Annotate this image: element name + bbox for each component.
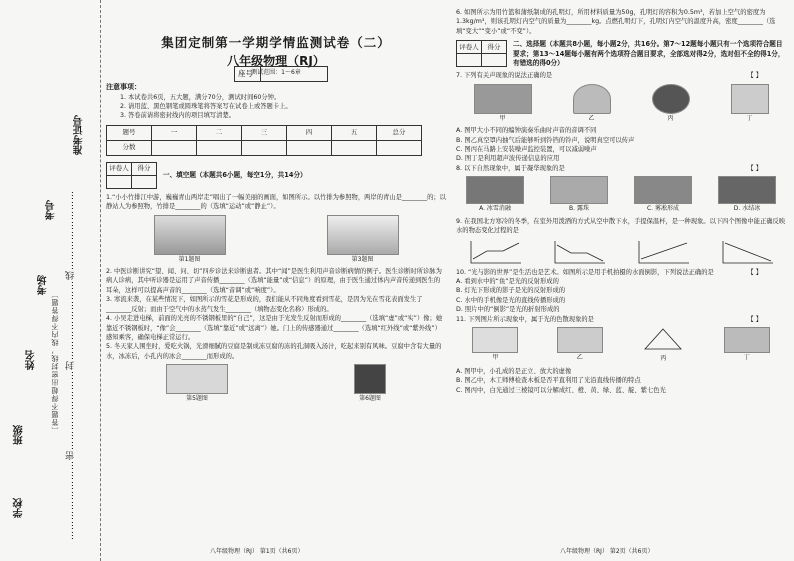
- binding-strip: [0, 0, 101, 561]
- answer-bracket[interactable]: 【 】: [747, 268, 762, 276]
- q8-image-b: [550, 176, 608, 204]
- fig6-image: [354, 364, 386, 394]
- q7-option-a: A. 图甲大小不同的编钟演奏乐曲时声音的音调不同: [456, 127, 597, 135]
- score-cell[interactable]: [332, 140, 377, 155]
- question-4: 4. 小吴走进电梯，前面的光亮的不锈钢板里的“自己”，这是由于光发生反射而形成的________（选填“虚”或“实”）像；她靠近不锈钢板时，“像”会________（选填“靠近”或“远离”）她。门上的传感器通过________（选填“红外线”或“紫外线”）感知乘客，确保电梯正常运行。: [106, 315, 443, 341]
- grader-score: 得分: [132, 162, 157, 175]
- fig1-caption: 第1题图: [178, 255, 201, 263]
- exam-subject: 八年级物理（RJ）: [227, 54, 325, 69]
- section1-heading: 一、填空题（本题共6小题，每空1分，共14分）: [163, 170, 307, 179]
- question-11: [456, 315, 786, 324]
- q10-option-c: C. 水中的手机像是光的直线传播形成的: [456, 296, 566, 304]
- q8-option: A. 冰雪消融: [479, 205, 511, 213]
- q11-option-b: B. 图乙中，木工师傅检查木板是否平直利用了光沿直线传播的特点: [456, 377, 641, 385]
- grader-score: 得分: [482, 41, 507, 54]
- field-class: 班级: [14, 425, 25, 445]
- footer-right: 八年级物理（RJ） 第2页（共6页）: [560, 548, 654, 555]
- q7-image-a: [474, 84, 532, 114]
- score-cell[interactable]: [197, 140, 242, 155]
- grader-box-2: [456, 40, 507, 67]
- q11-label: 乙: [576, 353, 583, 361]
- q10-option-a: A. 看到水中的“鱼”是光的反射形成的: [456, 277, 559, 285]
- q11-label: 丙: [660, 355, 667, 363]
- score-cell[interactable]: [287, 140, 332, 155]
- q11-option-a: A. 图甲中，小孔成的是正立、放大的虚像: [456, 367, 572, 375]
- q9-graph-d: [719, 239, 775, 265]
- q7-label: 甲: [499, 114, 506, 122]
- answer-bracket[interactable]: 【 】: [747, 72, 762, 80]
- question-3: 3. 寒流来袭，在某些情况下，如图所示的雪花是形成的，我们能从不同角度看到雪花，是因为光在雪花表面发生了________反射；而由于空气中的水蒸气发生________（填物态变化名称）形成的。: [106, 296, 423, 313]
- score-header: 四: [287, 125, 332, 140]
- score-row-label: 分数: [107, 140, 152, 155]
- score-cell[interactable]: [152, 140, 197, 155]
- score-table: [106, 125, 422, 156]
- grader-cell[interactable]: [107, 175, 132, 188]
- grader-reviewer: 评卷人: [107, 162, 132, 175]
- q9-graphs: [456, 239, 786, 265]
- q11-figures: [456, 327, 786, 364]
- q7-label: 丙: [667, 114, 674, 122]
- q11-option-c: C. 图丙中，白光通过三棱镜可以分解成红、橙、黄、绿、蓝、靛、紫七色光: [456, 386, 666, 394]
- binding-warning: 〔答题不得超出密封线，线内不得答题〕: [51, 290, 59, 434]
- fig1-image: [154, 215, 226, 255]
- grader-reviewer: 评卷人: [457, 41, 482, 54]
- fig3-caption: 第3题图: [351, 255, 374, 263]
- question-9: 9. 在我国北方寒冷的冬季，在室外用泼洒的方式从空中散下水，手提保温杯，是一种现象。以下四个图像中能正确反映水的物态变化过程的是: [456, 217, 786, 235]
- answer-bracket[interactable]: 【 】: [747, 164, 762, 172]
- q10-option-b: B. 灯光下形成的影子是光的反射形成的: [456, 287, 566, 295]
- q5-figures: [106, 364, 446, 403]
- score-header: 三: [242, 125, 287, 140]
- exam-title: 集团定制第一学期学情监测试卷（二）: [161, 35, 391, 50]
- score-header: 总分: [377, 125, 422, 140]
- question-5: 5. 冬天家人围坐时，爱吃火锅，光滑细腻的豆腐是制成冻豆腐的冻的孔洞吸入汤汁，吃起来别有风味。豆腐中含有大量的水，冰冻后，小孔内的冰会________而形成的。: [106, 343, 442, 360]
- fig3-image: [327, 215, 399, 255]
- q7-option-b: B. 图乙真空罩内抽气后能够听到铃铛的铃声，说明真空可以传声: [456, 136, 635, 144]
- q8-option: D. 水结冰: [733, 205, 761, 213]
- notes-heading: 注意事项：: [106, 83, 141, 92]
- q11-text: 11. 下列图片所示现象中，属于光的色散现象的是: [456, 315, 594, 323]
- q7-figures: [456, 84, 786, 123]
- fold-line-text: ……………………密……………………封……………………线……………………: [66, 190, 76, 540]
- q11-image-d: [724, 327, 770, 353]
- q7-text: 7. 下列有关声现象的说法正确的是: [456, 72, 553, 80]
- q1-figures: [106, 215, 446, 264]
- score-header: 五: [332, 125, 377, 140]
- exam-range: 测试范围：1～6章: [251, 68, 301, 76]
- q10-option-d: D. 照片中的“倒影”是光的折射形成的: [456, 306, 560, 314]
- grader-box: [106, 162, 157, 189]
- q8-option: B. 露珠: [569, 205, 589, 213]
- question-6: 6. 如图所示为用竹篮和蒲纸制成的孔明灯，所用材料质量为50g，孔明灯的容积为0.5m³，若加上空气的密度为1.3kg/m³，则该孔明灯内空气的质量为________kg。点燃孔明灯下，孔明灯内空气的温度升高，密度________（选填“变大”“变小”或“不变”）。: [456, 9, 776, 35]
- field-exam-no: 考号: [46, 200, 57, 220]
- grader-cell[interactable]: [457, 54, 482, 67]
- q10-text: 10. “光与影的世界”是生活也是艺术。如图所示是用手机拍摄的水面倒影，下列说法正确的是: [456, 268, 714, 276]
- note-3: 3. 答卷前请将密封线内的项目填写清楚。: [120, 112, 236, 120]
- field-name: 姓名: [26, 350, 37, 370]
- answer-bracket[interactable]: 【 】: [747, 315, 762, 323]
- fig5-image: [166, 364, 228, 394]
- q11-image-b: [557, 327, 603, 353]
- note-2: 2. 请用蓝、黑色钢笔或圆珠笔将答案写在试卷上或答题卡上。: [120, 103, 292, 111]
- q9-graph-a: [467, 239, 523, 265]
- score-cell[interactable]: [377, 140, 422, 155]
- q8-option: C. 雾凇形成: [646, 205, 679, 213]
- question-10: [456, 268, 786, 277]
- grader-cell[interactable]: [132, 175, 157, 188]
- score-header: 一: [152, 125, 197, 140]
- seat-label: 座号: [235, 67, 261, 81]
- right-column: [456, 8, 786, 395]
- grader-cell[interactable]: [482, 54, 507, 67]
- field-admission-no: 准考证号: [74, 115, 85, 155]
- question-8: [456, 164, 786, 173]
- field-school: 学校: [14, 498, 25, 518]
- question-1: 1.“小小竹排江中游，巍巍青山两岸走”唱出了一幅美丽的画面，如图所示。以竹排为参照物，两岸的青山是________的；以静站人为参照物，竹排是________的（选填“运动”或“静止”）。: [106, 193, 446, 211]
- score-header: 二: [197, 125, 242, 140]
- q9-graph-b: [551, 239, 607, 265]
- seat-box: [234, 66, 328, 82]
- footer-left: 八年级物理（RJ） 第1页（共6页）: [210, 548, 304, 555]
- q11-image-a: [472, 327, 518, 353]
- fig5-caption: 第5题图: [186, 395, 208, 403]
- q8-image-c: [634, 176, 692, 204]
- q8-text: 8. 以下自然现象中，属于凝华现象的是: [456, 164, 565, 172]
- q11-label: 丁: [743, 353, 750, 361]
- score-header: 题号: [107, 125, 152, 140]
- q7-image-c: [652, 84, 690, 114]
- q7-option-c: C. 图丙在马路上安装噪声监控装置，可以减弱噪声: [456, 146, 597, 154]
- note-1: 1. 本试卷共6页，五大题，满分70分，测试时间60分钟。: [120, 93, 281, 101]
- q8-image-a: [466, 176, 524, 204]
- section1-header: [106, 162, 446, 189]
- q8-image-d: [718, 176, 776, 204]
- q11-label: 甲: [492, 353, 499, 361]
- q7-image-b: [573, 84, 611, 114]
- question-7: [456, 71, 786, 80]
- q7-image-d: [731, 84, 769, 114]
- section2-header: [456, 40, 786, 68]
- q8-figures: [456, 176, 786, 213]
- q7-option-d: D. 图丁是利用超声波传递信息的应用: [456, 155, 560, 163]
- q7-label: 丁: [746, 114, 753, 122]
- q11-prism-icon: [641, 327, 685, 351]
- score-cell[interactable]: [242, 140, 287, 155]
- section2-heading: 二、选择题（本题共8小题，每小题2分，共16分。第7～12题每小题只有一个选项符合题目要求；第13～14题每小题有两个选项符合题目要求，全部选对得2分，选对但不全的得1分，有错选的得0分）: [513, 40, 785, 68]
- q9-graph-c: [635, 239, 691, 265]
- field-room: 考场: [38, 275, 49, 295]
- fig6-caption: 第6题图: [359, 395, 381, 403]
- question-2: 2. 中医诊断讲究“望、闻、问、切”四步诊法来诊断患者。其中“闻”是医生利用声音诊断病情的例子。医生诊断时所诊脉为病人诊病，其中听诊器是运用了声音传播________（选填“能量”或“信息”）的原理，由于医生通过体内声音传递到医生的耳朵，这样可以提高声音的________（选填“音调”或“响度”）。: [106, 268, 442, 294]
- q7-label: 乙: [588, 114, 595, 122]
- notes: [106, 83, 446, 121]
